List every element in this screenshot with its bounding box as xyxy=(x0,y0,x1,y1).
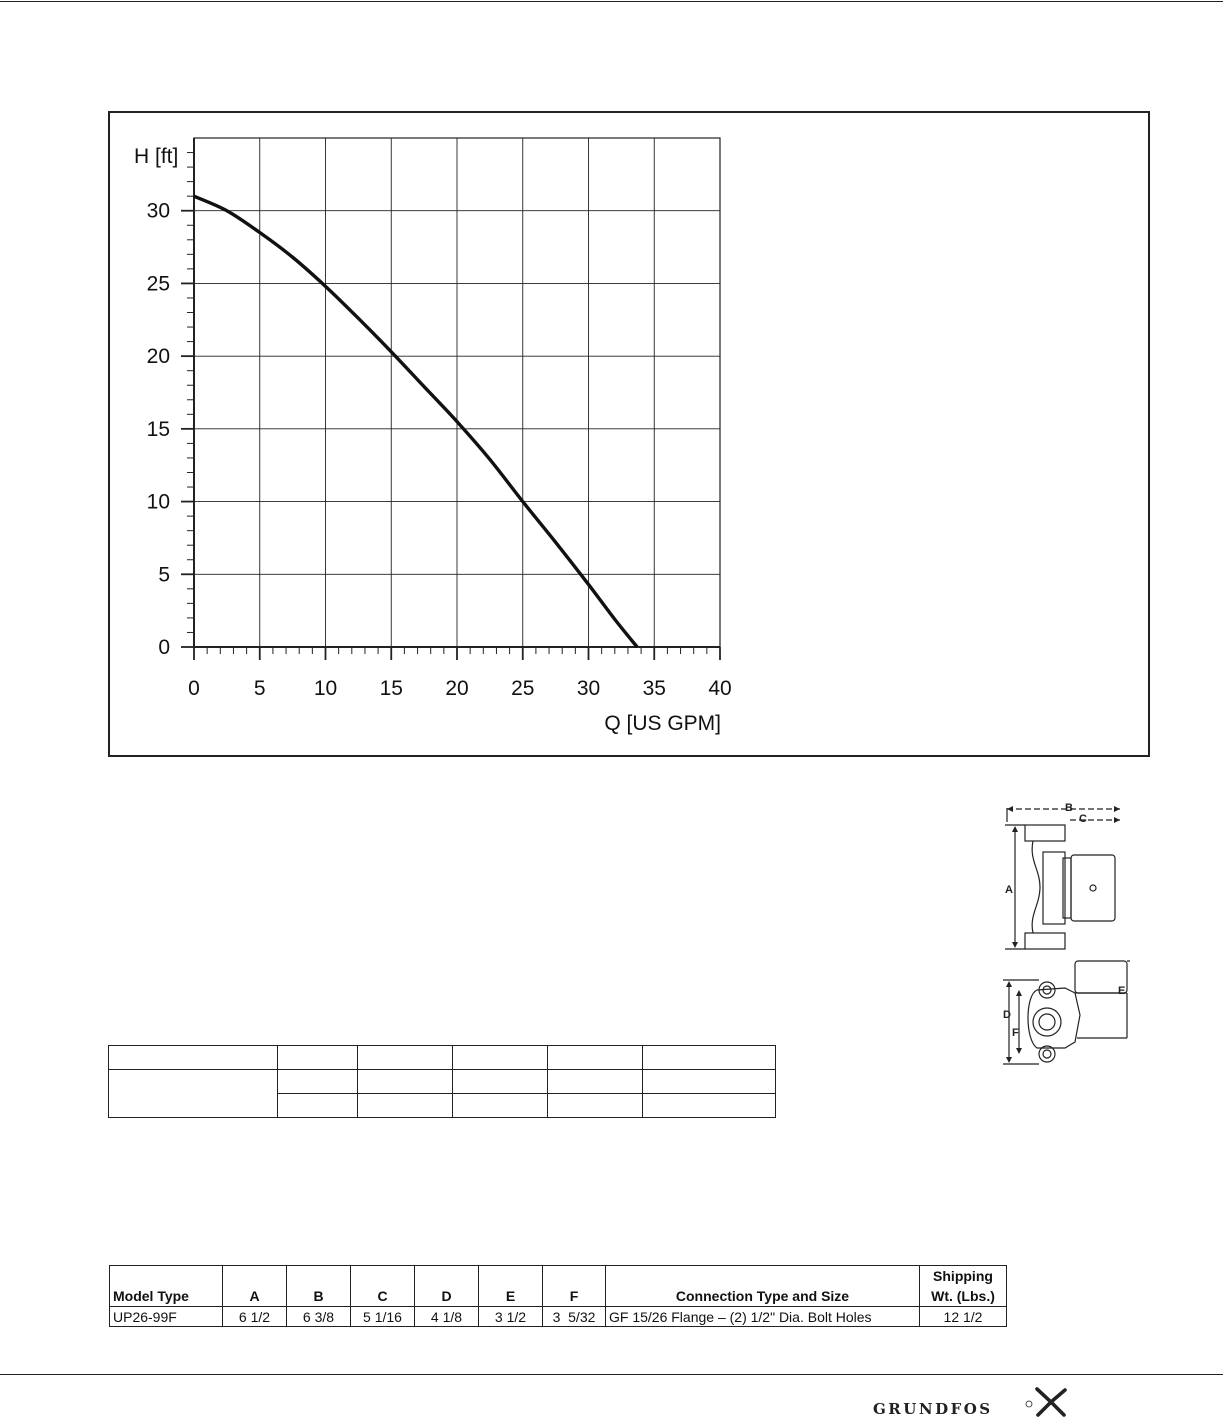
header-shipping: Shipping xyxy=(933,1268,993,1284)
pump-curve-line xyxy=(194,196,637,647)
table-row xyxy=(110,1307,1007,1327)
header-c: C xyxy=(351,1266,415,1307)
table-cell xyxy=(453,1046,548,1070)
x-tick-label: 25 xyxy=(511,677,535,700)
x-tick-label: 35 xyxy=(642,677,666,700)
logo-wordmark: GRUNDFOS xyxy=(873,1400,993,1418)
table-cell xyxy=(109,1070,278,1118)
y-axis-label: H [ft] xyxy=(134,145,179,168)
pump-dimension-drawing xyxy=(995,800,1130,1070)
y-tick-label: 20 xyxy=(146,345,170,369)
cell-c: 5 1/16 xyxy=(351,1307,415,1327)
table-cell xyxy=(278,1094,358,1118)
dimensions-table xyxy=(109,1265,1007,1327)
cell-b: 6 3/8 xyxy=(287,1307,351,1327)
header-model-type: Model Type xyxy=(110,1266,223,1307)
dim-label-c: C xyxy=(1079,813,1087,825)
registered-mark-icon xyxy=(1025,1400,1033,1408)
y-tick-label: 5 xyxy=(158,563,170,587)
header-a: A xyxy=(223,1266,287,1307)
cell-shipping-weight: 12 1/2 xyxy=(920,1307,1007,1327)
x-tick-label: 10 xyxy=(313,677,338,700)
table-cell xyxy=(643,1046,776,1070)
table-cell xyxy=(548,1070,643,1094)
header-d: D xyxy=(415,1266,479,1307)
header-f: F xyxy=(543,1266,606,1307)
dim-label-d: D xyxy=(1003,1009,1011,1021)
table-cell xyxy=(643,1094,776,1118)
pump-curve-chart xyxy=(110,113,1148,755)
x-tick-label: 30 xyxy=(576,677,601,700)
header-shipping-weight xyxy=(920,1266,1007,1307)
header-e: E xyxy=(479,1266,543,1307)
x-axis-label: Q [US GPM] xyxy=(604,712,721,735)
y-tick-label: 10 xyxy=(146,490,170,514)
dim-label-f: F xyxy=(1012,1027,1019,1039)
x-tick-label: 0 xyxy=(188,677,200,700)
top-rule xyxy=(0,1,1223,2)
table-cell xyxy=(643,1070,776,1094)
blank-table-row xyxy=(109,1070,776,1094)
table-header-row xyxy=(110,1266,1007,1307)
grundfos-x-mark-icon xyxy=(1034,1386,1068,1418)
y-tick-label: 0 xyxy=(158,636,170,659)
table-cell xyxy=(548,1046,643,1070)
cell-a: 6 1/2 xyxy=(223,1307,287,1327)
table-cell xyxy=(358,1046,453,1070)
cell-d: 4 1/8 xyxy=(415,1307,479,1327)
dim-label-e: E xyxy=(1118,985,1126,997)
cell-connection: GF 15/26 Flange – (2) 1/2" Dia. Bolt Holes xyxy=(606,1307,920,1327)
dim-label-b: B xyxy=(1065,802,1073,814)
y-tick-label: 30 xyxy=(146,199,170,223)
x-tick-label: 40 xyxy=(708,677,732,700)
header-weight: Wt. (Lbs.) xyxy=(931,1288,995,1304)
x-tick-label: 15 xyxy=(379,677,403,700)
blank-table xyxy=(108,1045,776,1118)
header-connection: Connection Type and Size xyxy=(606,1266,920,1307)
x-tick-label: 5 xyxy=(253,677,266,700)
table-cell xyxy=(109,1046,278,1070)
table-cell xyxy=(453,1070,548,1094)
y-tick-label: 15 xyxy=(146,417,170,441)
table-cell xyxy=(548,1094,643,1118)
dim-label-a: A xyxy=(1005,884,1013,896)
bottom-rule xyxy=(0,1374,1223,1375)
cell-f: 3 5/32 xyxy=(543,1307,606,1327)
x-tick-label: 20 xyxy=(445,677,469,700)
cell-e: 3 1/2 xyxy=(479,1307,543,1327)
table-cell xyxy=(278,1070,358,1094)
cell-model: UP26-99F xyxy=(110,1307,223,1327)
header-b: B xyxy=(287,1266,351,1307)
y-tick-label: 25 xyxy=(146,272,170,296)
table-cell xyxy=(358,1070,453,1094)
table-cell xyxy=(453,1094,548,1118)
blank-table-row xyxy=(109,1046,776,1070)
pump-curve-chart-frame xyxy=(108,111,1150,757)
table-cell xyxy=(278,1046,358,1070)
table-cell xyxy=(358,1094,453,1118)
